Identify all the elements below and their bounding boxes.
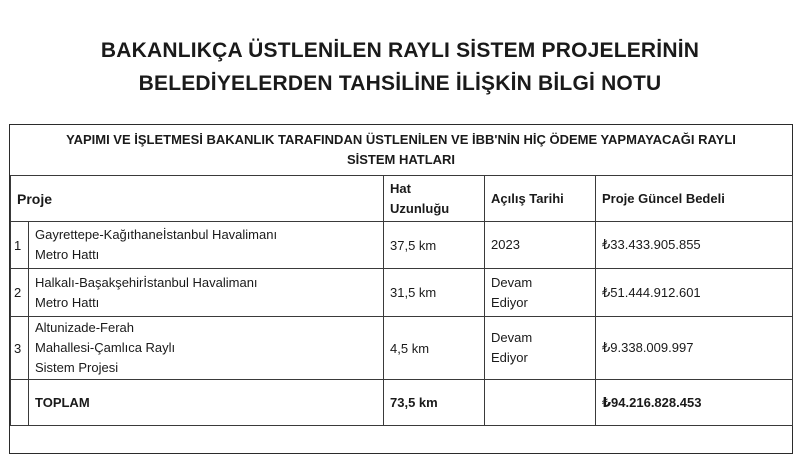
opening-date [485, 269, 596, 317]
opening-date [485, 222, 596, 269]
opening-date-line: 2023 [491, 237, 520, 252]
opening-date-line: Devam [491, 330, 533, 345]
total-label: TOPLAM [29, 380, 384, 426]
total-length: 73,5 km [384, 380, 485, 426]
table-row [11, 222, 793, 269]
table-caption-line-2: SİSTEM HATLARI [346, 152, 456, 167]
row-number: 3 [11, 317, 29, 380]
project-name-line: Altunizade-Ferah [35, 320, 134, 335]
total-row [11, 380, 793, 426]
header-opening: Açılış Tarihi [485, 176, 596, 222]
row-number: 1 [11, 222, 29, 269]
header-row [11, 176, 793, 222]
project-name [29, 222, 384, 269]
line-length: 31,5 km [384, 269, 485, 317]
project-cost: ₺33.433.905.855 [596, 222, 793, 269]
rail-projects-table [9, 124, 793, 454]
project-name-line: Halkalı-Başakşehirİstanbul Havalimanı [35, 274, 258, 290]
table-row [11, 317, 793, 380]
table-caption [10, 125, 792, 175]
title-line-1: BAKANLIKÇA ÜSTLENİLEN RAYLI SİSTEM PROJELERİNİN [100, 39, 700, 62]
project-name [29, 269, 384, 317]
project-cost: ₺51.444.912.601 [596, 269, 793, 317]
title-line-2: BELEDİYELERDEN TAHSİLİNE İLİŞKİN BİLGİ NOTU [138, 72, 662, 95]
line-length: 4,5 km [384, 317, 485, 380]
document-title [0, 34, 800, 100]
table-caption-line-1: YAPIMI VE İŞLETMESİ BAKANLIK TARAFINDAN ÜSTLENİLEN VE İBB'NİN HİÇ ÖDEME YAPMAYACAĞI RAYLI [66, 132, 736, 147]
project-name-line: Sistem Projesi [35, 360, 119, 375]
table-row [11, 269, 793, 317]
total-cost: ₺94.216.828.453 [596, 380, 793, 426]
total-opening-cell [485, 380, 596, 426]
header-cost: Proje Güncel Bedeli [596, 176, 793, 222]
project-name-line: Metro Hattı [35, 247, 100, 262]
header-length [384, 176, 485, 222]
opening-date [485, 317, 596, 380]
project-name [29, 317, 384, 380]
project-name-line: Metro Hattı [35, 294, 100, 310]
header-length-line-1: Hat [390, 180, 411, 196]
row-number: 2 [11, 269, 29, 317]
data-grid [10, 175, 793, 426]
project-cost: ₺9.338.009.997 [596, 317, 793, 380]
opening-date-line: Devam [491, 274, 533, 290]
opening-date-line: Ediyor [491, 294, 528, 310]
line-length: 37,5 km [384, 222, 485, 269]
opening-date-line: Ediyor [491, 350, 528, 365]
project-name-line: Gayrettepe-Kağıthaneİstanbul Havalimanı [35, 227, 278, 242]
total-number-cell [11, 380, 29, 426]
project-name-line: Mahallesi-Çamlıca Raylı [35, 340, 176, 355]
header-length-line-2: Uzunluğu [390, 200, 450, 216]
header-project: Proje [11, 176, 384, 222]
